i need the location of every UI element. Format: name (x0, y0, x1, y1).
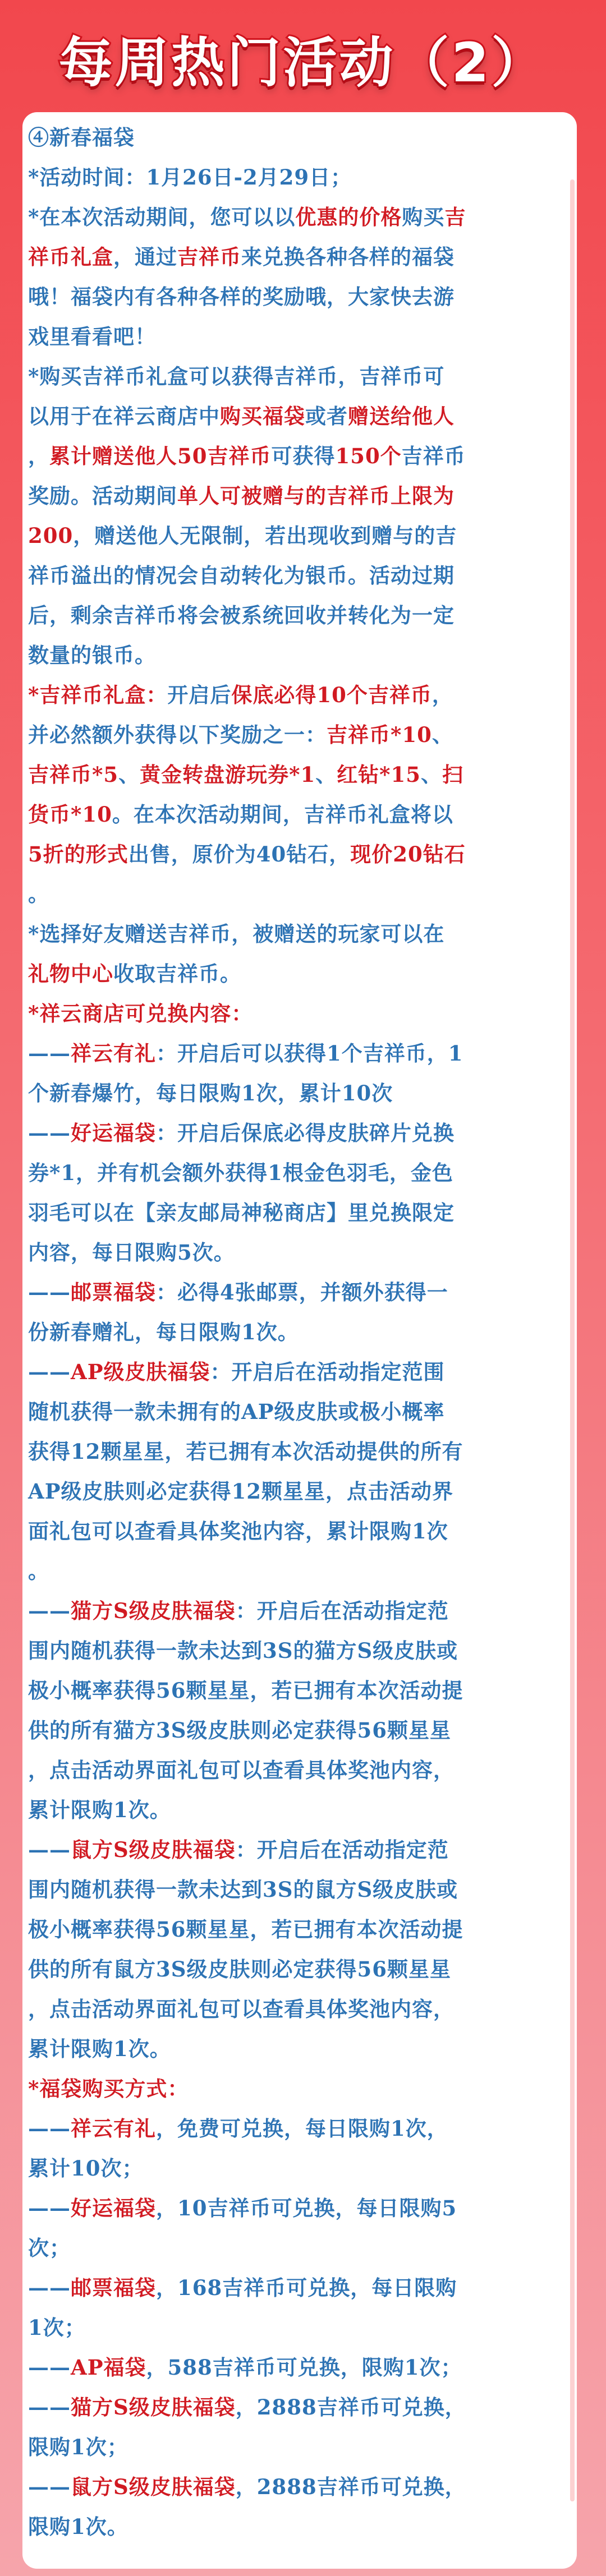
body-text: 次； (28, 2236, 71, 2260)
text-line (28, 1432, 571, 1472)
text-line (28, 2348, 571, 2388)
highlight-text: 保底必得10个吉祥币 (231, 683, 432, 707)
body-text: 累计限购1次。 (28, 2036, 171, 2061)
body-text: 1次； (28, 2315, 86, 2340)
body-text: 。在本次活动期间，吉祥币礼盒将以 (112, 802, 453, 827)
article-body (28, 118, 571, 2547)
body-text: 羽毛可以在【亲友邮局神秘商店】里兑换限定 (28, 1200, 454, 1225)
text-line (28, 2029, 571, 2069)
highlight-text: 祥币礼盒 (28, 245, 113, 269)
body-text: 来兑换各种各样的福袋 (241, 245, 454, 269)
highlight-text: 单人可被赠与的吉祥币上限为 (177, 483, 454, 508)
text-line (28, 1352, 571, 1392)
body-text: 获得12颗星星，若已拥有本次活动提供的所有 (28, 1439, 463, 1464)
text-line (28, 715, 571, 755)
highlight-text: 好运福袋 (71, 1121, 156, 1145)
body-text: ，赠送他人无限制，若出现收到赠与的吉 (73, 523, 457, 548)
text-line (28, 158, 571, 197)
body-text: 、 (315, 762, 337, 787)
highlight-text: 货币*10 (28, 802, 112, 827)
body-text: 开启后 (167, 683, 232, 707)
highlight-text: 吉祥币*10 (327, 722, 432, 747)
body-text: 份新春赠礼，每日限购1次。 (28, 1320, 299, 1344)
highlight-text: 猫方S级皮肤福袋 (71, 1598, 236, 1623)
text-line (28, 1472, 571, 1512)
body-text: ，2888吉祥币可兑换， (235, 2395, 466, 2420)
body-text: ：开启后可以获得1个吉祥币，1 (156, 1041, 463, 1066)
body-text: ：开启后在活动指定范 (235, 1837, 449, 1862)
body-text: —— (28, 1280, 71, 1305)
text-line (28, 397, 571, 436)
text-line (28, 1512, 571, 1551)
text-line (28, 2308, 571, 2348)
text-line (28, 2268, 571, 2308)
highlight-text: 累计赠送他人50吉祥币 (49, 444, 272, 468)
text-line (28, 476, 571, 516)
body-text: ：必得4张邮票，并额外获得一 (156, 1280, 448, 1305)
text-line (28, 2149, 571, 2188)
body-text: 供的所有鼠方3S级皮肤则必定获得56颗星星 (28, 1957, 451, 1981)
text-line (28, 2507, 571, 2547)
highlight-text: 吉 (444, 205, 466, 229)
body-text: 可获得 (271, 444, 336, 468)
body-text: 奖励。活动期间 (28, 483, 177, 508)
text-line (28, 1631, 571, 1671)
text-line (28, 237, 571, 277)
body-text: ，588吉祥币可兑换，限购1次； (146, 2355, 462, 2380)
body-text: 券*1，并有机会额外获得1根金色羽毛，金色 (28, 1160, 453, 1185)
body-text: —— (28, 1041, 71, 1066)
content-card (22, 112, 577, 2569)
body-text: 、 (118, 762, 140, 787)
body-text: 出售，原价为40钻石， (128, 842, 351, 867)
text-line (28, 1153, 571, 1193)
text-line (28, 994, 571, 1034)
body-text: —— (28, 1598, 71, 1623)
highlight-text: 红钻*15 (337, 762, 421, 787)
body-text: —— (28, 2474, 71, 2499)
body-text: *在本次活动期间，您可以以 (28, 205, 296, 229)
body-text: 限购1次； (28, 2435, 128, 2459)
text-line (28, 1830, 571, 1870)
body-text: ④新春福袋 (28, 125, 135, 150)
text-line (28, 197, 571, 237)
body-text: 围内随机获得一款未达到3S的鼠方S级皮肤或 (28, 1877, 458, 1902)
text-line (28, 1870, 571, 1910)
body-text: ，168吉祥币可兑换，每日限购 (156, 2275, 457, 2300)
text-line (28, 1113, 571, 1153)
body-text: 数量的银币。 (28, 643, 156, 667)
text-line (28, 2467, 571, 2507)
body-text: 哦！福袋内有各种各样的奖励哦，大家快去游 (28, 284, 454, 309)
body-text: *购买吉祥币礼盒可以获得吉祥币，吉祥币可 (28, 364, 445, 389)
page-title: 每周热门活动（2） (58, 31, 548, 94)
body-text: 累计限购1次。 (28, 1798, 171, 1822)
text-line (28, 914, 571, 954)
highlight-text: 现价20钻石 (350, 842, 466, 867)
body-text: 戏里看看吧！ (28, 324, 156, 349)
text-line (28, 755, 571, 795)
body-text: ：开启后保底必得皮肤碎片兑换 (156, 1121, 454, 1145)
body-text: 收取吉祥币。 (113, 961, 241, 986)
body-text: ：开启后在活动指定范围 (210, 1360, 445, 1384)
text-line (28, 1273, 571, 1312)
body-text: ，点击活动界面礼包可以查看具体奖池内容， (28, 1758, 454, 1782)
text-line (28, 1034, 571, 1073)
highlight-text: 200 (28, 523, 74, 548)
body-text: —— (28, 2355, 71, 2380)
text-line (28, 516, 571, 556)
highlight-text: AP级皮肤福袋 (71, 1360, 210, 1384)
body-text: 后，剩余吉祥币将会被系统回收并转化为一定 (28, 603, 454, 628)
highlight-text: *祥云商店可兑换内容： (28, 1001, 253, 1026)
body-text: 极小概率获得56颗星星，若已拥有本次活动提 (28, 1917, 463, 1942)
text-line (28, 118, 571, 158)
body-text: 购买 (402, 205, 445, 229)
body-text: 累计10次； (28, 2156, 144, 2181)
text-line (28, 1233, 571, 1273)
text-line (28, 1193, 571, 1233)
text-line (28, 1591, 571, 1631)
text-line (28, 2188, 571, 2228)
body-text: 内容，每日限购5次。 (28, 1240, 235, 1265)
body-text: 。 (28, 1559, 49, 1583)
text-line (28, 317, 571, 357)
body-text: —— (28, 2275, 71, 2300)
body-text: 吉祥币 (401, 444, 466, 468)
body-text: AP级皮肤则必定获得12颗星星，点击活动界 (28, 1479, 454, 1504)
body-text: —— (28, 1837, 71, 1862)
highlight-text: 购买福袋 (220, 404, 305, 428)
body-text: ，2888吉祥币可兑换， (235, 2474, 466, 2499)
highlight-text: 鼠方S级皮肤福袋 (71, 1837, 236, 1862)
text-line (28, 357, 571, 397)
highlight-text: *吉祥币礼盒： (28, 683, 168, 707)
text-line (28, 1790, 571, 1830)
highlight-text: 5折的形式 (28, 842, 128, 867)
text-line (28, 795, 571, 835)
body-text: —— (28, 2116, 71, 2141)
body-text: 、 (431, 722, 453, 747)
highlight-text: 优惠的价格 (295, 205, 402, 229)
body-text: 面礼包可以查看具体奖池内容，累计限购1次 (28, 1519, 448, 1543)
text-line (28, 1312, 571, 1352)
text-line (28, 1671, 571, 1711)
highlight-text: *福袋购买方式： (28, 2076, 189, 2101)
text-line (28, 2427, 571, 2467)
body-text: 、 (421, 762, 443, 787)
body-text: 围内随机获得一款未达到3S的猫方S级皮肤或 (28, 1638, 458, 1663)
text-line (28, 954, 571, 994)
text-line (28, 1392, 571, 1432)
text-line (28, 596, 571, 635)
body-text: ，免费可兑换，每日限购1次， (156, 2116, 448, 2141)
body-text: 供的所有猫方3S级皮肤则必定获得56颗星星 (28, 1718, 451, 1743)
body-text: ，点击活动界面礼包可以查看具体奖池内容， (28, 1997, 454, 2021)
body-text: *活动时间：1月26日-2月29日； (28, 165, 352, 190)
highlight-text: 猫方S级皮肤福袋 (71, 2395, 236, 2420)
highlight-text: 扫 (442, 762, 464, 787)
body-text: 个新春爆竹，每日限购1次，累计10次 (28, 1081, 393, 1105)
text-line (28, 2109, 571, 2149)
highlight-text: 150个 (335, 444, 402, 468)
highlight-text: 邮票福袋 (71, 1280, 156, 1305)
body-text: —— (28, 2395, 71, 2420)
highlight-text: 吉祥币 (177, 245, 241, 269)
body-text: —— (28, 2196, 71, 2220)
body-text: ， (431, 683, 453, 707)
text-line (28, 635, 571, 675)
text-line (28, 2069, 571, 2109)
highlight-text: AP福袋 (71, 2355, 146, 2380)
text-line (28, 556, 571, 596)
body-text: 或者 (305, 404, 348, 428)
body-text: 祥币溢出的情况会自动转化为银币。活动过期 (28, 563, 454, 588)
text-line (28, 1711, 571, 1750)
body-text: 。 (28, 882, 49, 906)
body-text: —— (28, 1360, 71, 1384)
text-line (28, 835, 571, 874)
text-line (28, 2228, 571, 2268)
text-line (28, 1750, 571, 1790)
body-text: *选择好友赠送吉祥币，被赠送的玩家可以在 (28, 921, 445, 946)
highlight-text: 黄金转盘游玩券*1 (140, 762, 316, 787)
highlight-text: 礼物中心 (28, 961, 113, 986)
body-text: ，通过 (113, 245, 177, 269)
text-line (28, 1989, 571, 2029)
page-header (0, 0, 606, 117)
body-text: ：开启后在活动指定范 (235, 1598, 449, 1623)
highlight-text: 赠送给他人 (348, 404, 454, 428)
body-text: 以用于在祥云商店中 (28, 404, 220, 428)
text-line (28, 2388, 571, 2427)
body-text: 并必然额外获得以下奖励之一： (28, 722, 327, 747)
highlight-text: 吉祥币*5 (28, 762, 119, 787)
body-text: ，10吉祥币可兑换，每日限购5 (156, 2196, 457, 2220)
text-line (28, 1551, 571, 1591)
body-text: 随机获得一款未拥有的AP级皮肤或极小概率 (28, 1399, 445, 1424)
text-line (28, 1073, 571, 1113)
text-line (28, 874, 571, 914)
highlight-text: 鼠方S级皮肤福袋 (71, 2474, 236, 2499)
body-text: ， (28, 444, 49, 468)
body-text: 极小概率获得56颗星星，若已拥有本次活动提 (28, 1678, 463, 1703)
text-line (28, 277, 571, 317)
text-line (28, 1910, 571, 1950)
text-line (28, 675, 571, 715)
text-line (28, 1950, 571, 1989)
text-line (28, 436, 571, 476)
highlight-text: 好运福袋 (71, 2196, 156, 2220)
highlight-text: 邮票福袋 (71, 2275, 156, 2300)
body-text: 限购1次。 (28, 2514, 128, 2539)
highlight-text: 祥云有礼 (71, 2116, 156, 2141)
highlight-text: 祥云有礼 (71, 1041, 156, 1066)
body-text: —— (28, 1121, 71, 1145)
